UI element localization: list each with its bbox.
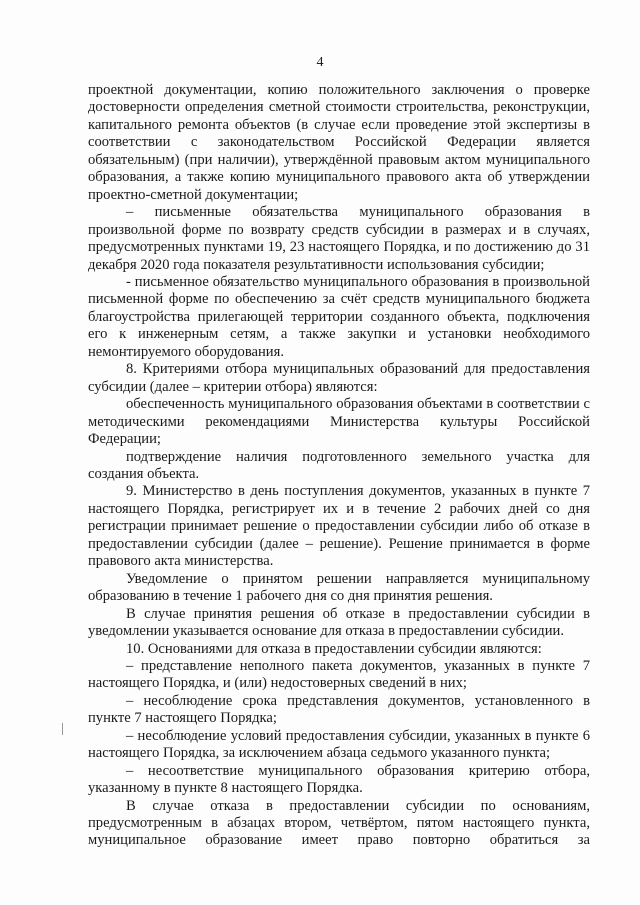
paragraph: обеспеченность муниципального образования объектами в соответствии с методическими рекомендациями Министерства культуры Российской Федерации; [88, 396, 590, 448]
paragraph: – несоблюдение условий предоставления субсидии, указанных в пункте 6 настоящего Порядка, за исключением абзаца седьмого указанного пункта; [88, 727, 590, 762]
scan-margin-mark [62, 723, 63, 735]
paragraph: В случае отказа в предоставлении субсидии по основаниям, предусмотренным в абзацах втором, четвёртом, пятом настоящего пункта, муниципальное образование имеет право повторно обратиться за [88, 797, 590, 849]
paragraph: проектной документации, копию положительного заключения о проверке достоверности определения сметной стоимости строительства, реконструкции, капитального ремонта объектов (в случае если проведение этой экспертизы в соответствии с законодательством Российской Федерации является обязательным) (при наличии), утверждённой правовым актом муниципального образования, а также копию муниципального правового акта об утверждении проектно-сметной документации; [88, 82, 590, 203]
paragraph: - письменное обязательство муниципального образования в произвольной письменной форме по обеспечению за счёт средств муниципального бюджета благоустройства прилегающей территории созданного объекта, подключения его к инженерным сетям, а также закупки и установки необходимого немонтируемого оборудования. [88, 273, 590, 360]
paragraph: Уведомление о принятом решении направляется муниципальному образованию в течение 1 рабочего дня со дня принятия решения. [88, 570, 590, 605]
document-body [88, 82, 590, 850]
paragraph: подтверждение наличия подготовленного земельного участка для создания объекта. [88, 448, 590, 482]
paragraph: – представление неполного пакета документов, указанных в пункте 7 настоящего Порядка, и (или) недостоверных сведений в них; [88, 657, 590, 692]
paragraph: 10. Основаниями для отказа в предоставлении субсидии являются: [126, 640, 542, 657]
paragraph: – несоответствие муниципального образования критерию отбора, указанному в пункте 8 настоящего Порядка. [88, 762, 590, 797]
paragraph: 9. Министерство в день поступления документов, указанных в пункте 7 настоящего Порядка, регистрирует их и в течение 2 рабочих дней со дня регистрации принимает решение о предоставлении субсидии либо об отказе в предоставлении субсидии (далее – решение). Решение принимается в форме правового акта министерства. [88, 483, 590, 570]
paragraph: – несоблюдение срока представления документов, установленного в пункте 7 настоящего Порядка; [88, 692, 590, 727]
paragraph: – письменные обязательства муниципального образования в произвольной форме по возврату средств субсидии в размерах и в случаях, предусмотренных пунктами 19, 23 настоящего Порядка, и по достижению до 31 декабря 2020 года показателя результативности использования субсидии; [88, 204, 590, 273]
paragraph: В случае принятия решения об отказе в предоставлении субсидии в уведомлении указывается основание для отказа в предоставлении субсидии. [88, 605, 590, 640]
page-number: 4 [316, 55, 324, 70]
paragraph: 8. Критериями отбора муниципальных образований для предоставления субсидии (далее – критерии отбора) являются: [88, 361, 590, 395]
